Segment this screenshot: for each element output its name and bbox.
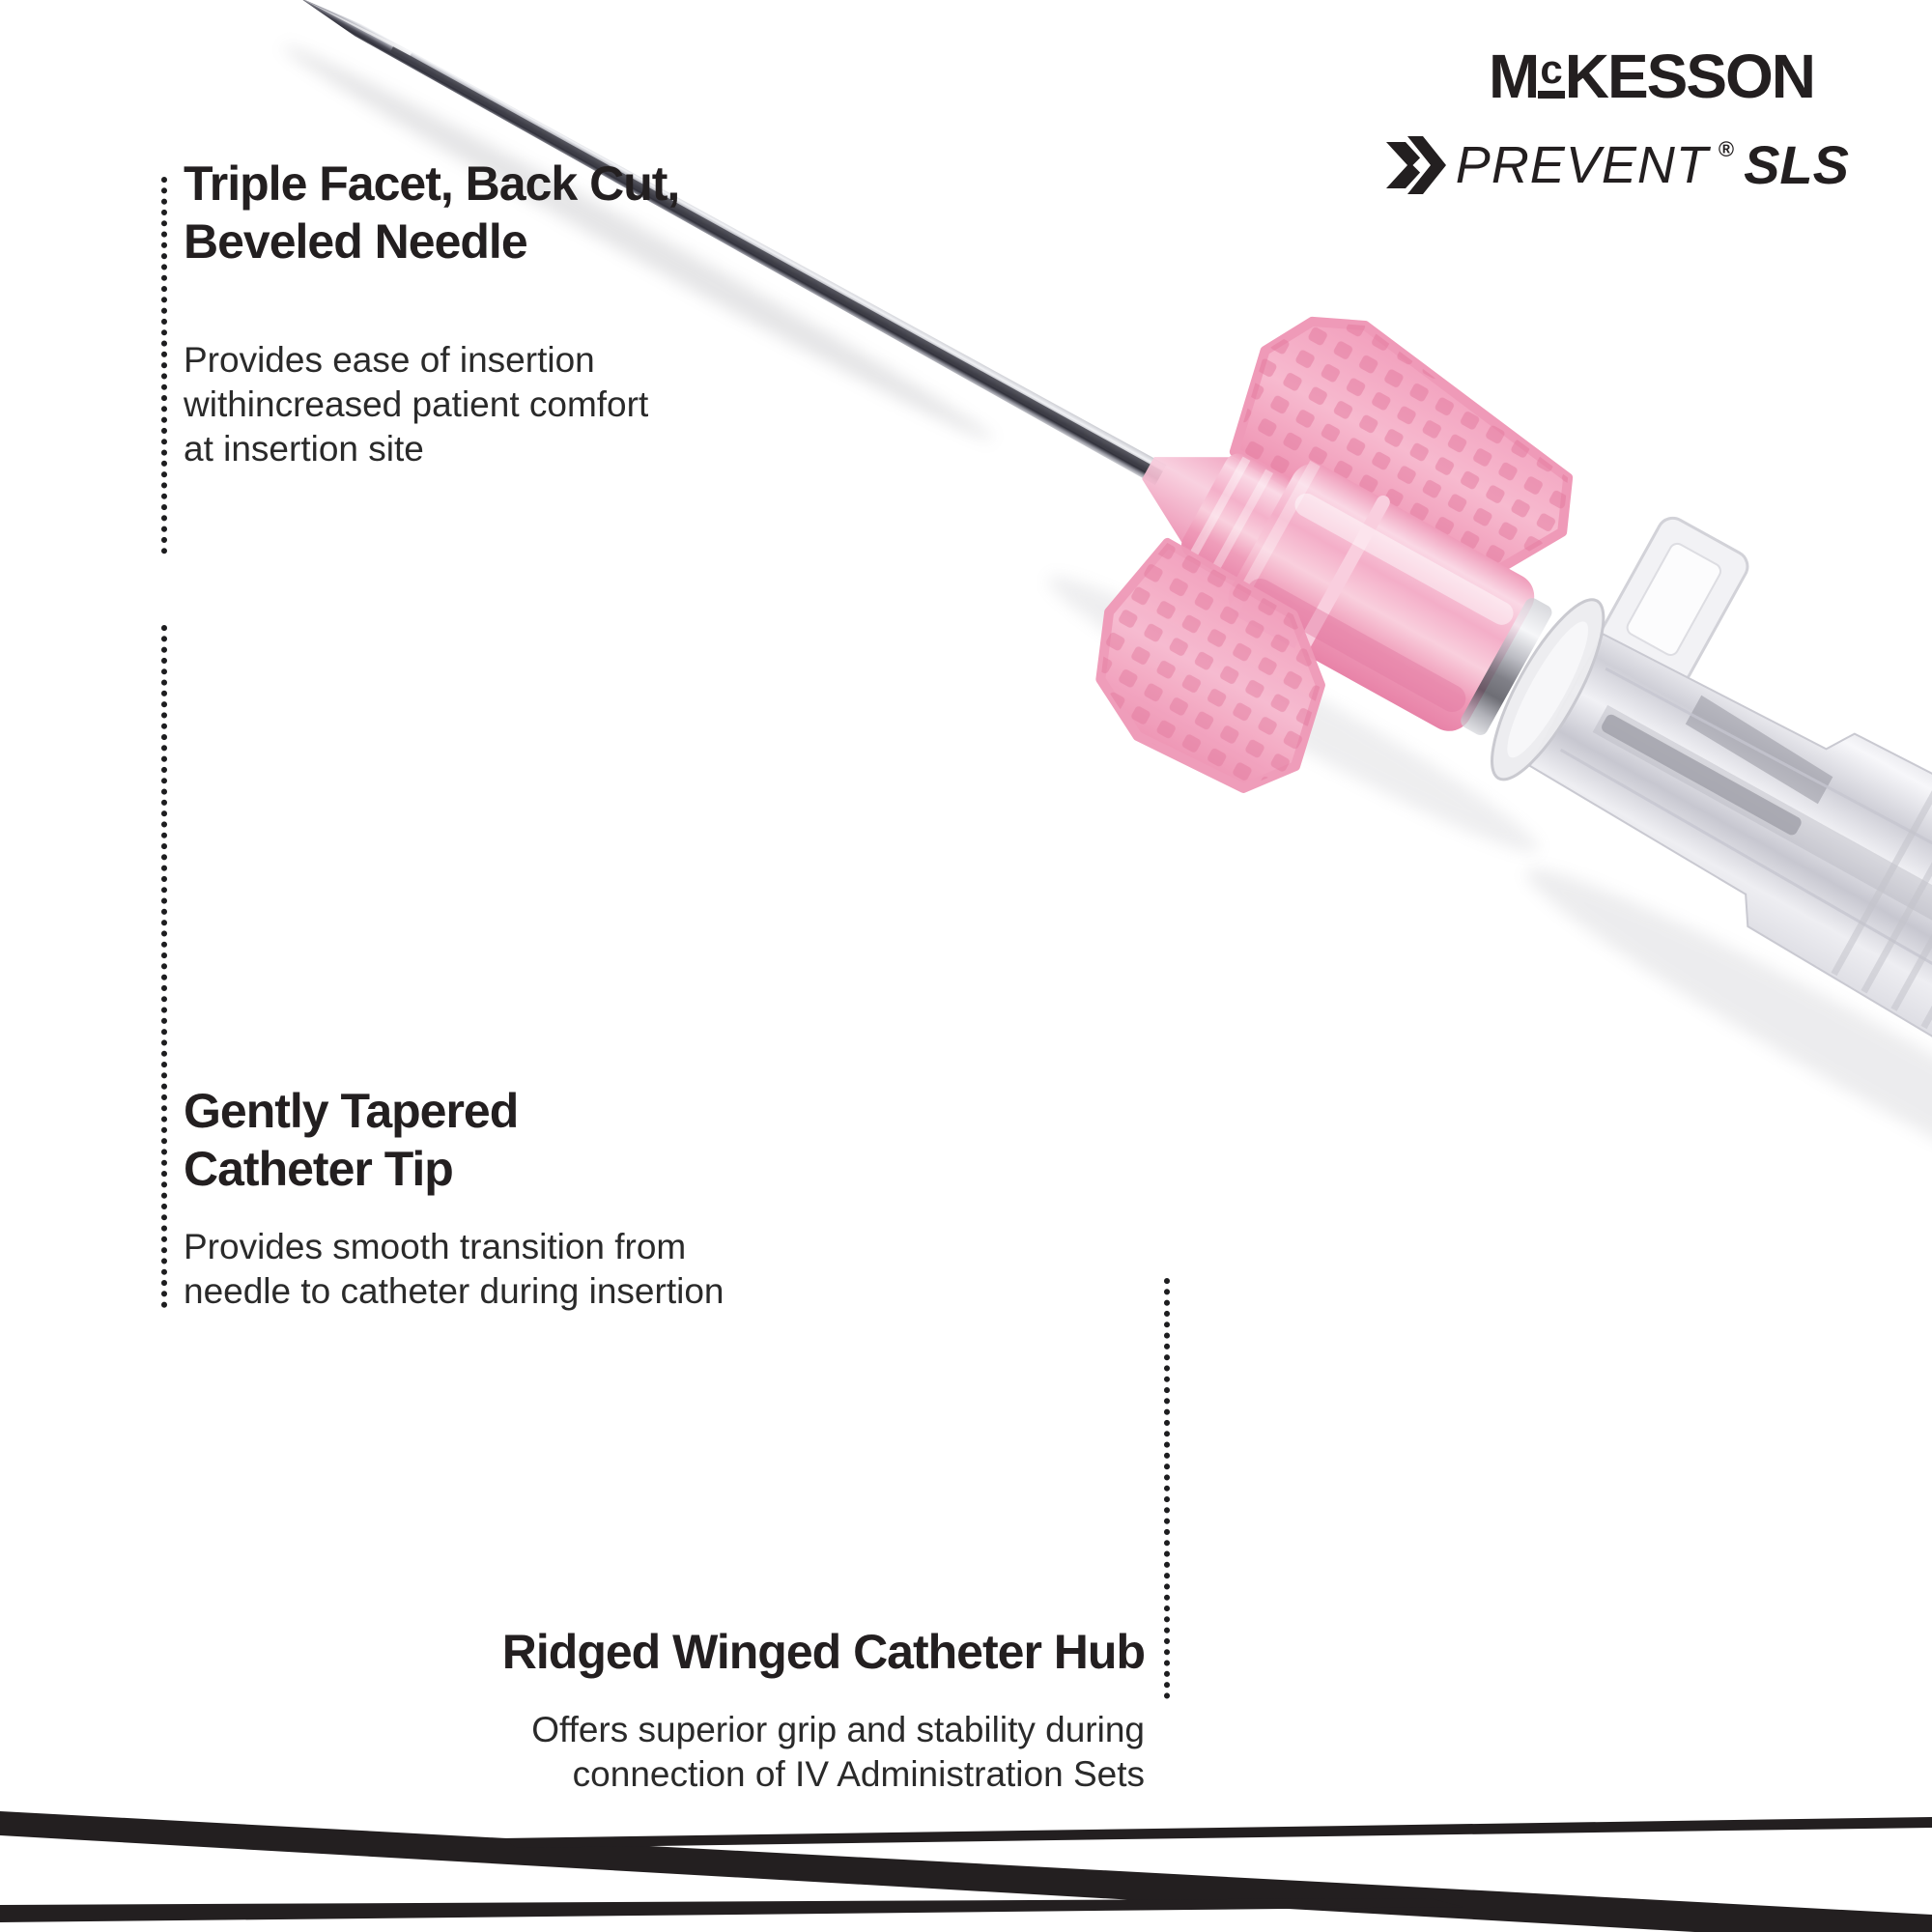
callout-body: Provides smooth transition from needle to catheter during insertion	[184, 1227, 724, 1311]
bottom-stripe-upper	[502, 1817, 1932, 1848]
prevent-arrow-icon	[1386, 134, 1446, 196]
mckesson-logo-kesson: KESSON	[1564, 42, 1814, 111]
sls-wordmark: SLS	[1744, 134, 1849, 195]
mckesson-logo-c: c	[1538, 49, 1564, 99]
callout-ridged-winged-hub	[502, 1623, 1145, 1797]
callout-gently-tapered-tip	[184, 1082, 724, 1314]
bottom-stripe-lower	[0, 1898, 1463, 1922]
callout-title: Gently Tapered Catheter Tip	[184, 1084, 519, 1196]
bottom-stripes	[0, 1811, 1932, 1932]
registered-trademark-symbol: ®	[1718, 136, 1735, 161]
callout-body: Offers superior grip and stability during connection of IV Administration Sets	[531, 1710, 1145, 1794]
callout-title: Triple Facet, Back Cut, Beveled Needle	[184, 156, 680, 269]
prevent-sls-logo	[1386, 133, 1849, 196]
mckesson-logo	[1489, 41, 1814, 112]
prevent-wordmark: PREVENT	[1455, 135, 1709, 194]
callout-title: Ridged Winged Catheter Hub	[501, 1625, 1145, 1679]
callout-triple-facet-needle	[184, 155, 679, 471]
callout-body: Provides ease of insertion withincreased patient comfort at insertion site	[184, 340, 649, 469]
mckesson-logo-m: M	[1489, 42, 1539, 111]
